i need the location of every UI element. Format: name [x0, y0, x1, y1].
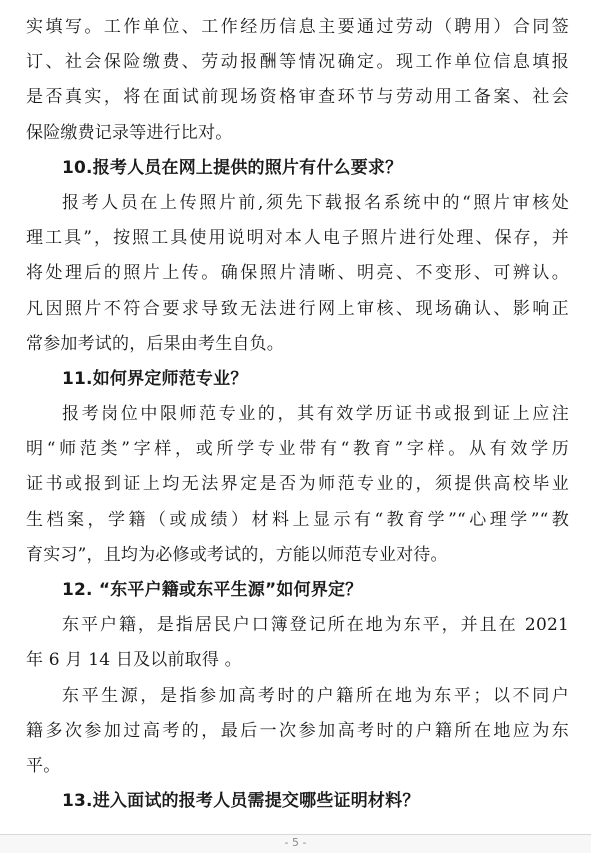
body-text-line: 报考人员在上传照片前,须先下载报名系统中的“照片审核处 — [62, 192, 569, 213]
body-text-line: 凡因照片不符合要求导致无法进行网上审核、现场确认、影响正 — [26, 298, 569, 319]
section-heading: 12. “东平户籍或东平生源”如何界定？ — [62, 580, 363, 600]
body-text-line: 年 6 月 14 日及以前取得 。 — [26, 650, 242, 671]
body-text-line: 东平生源，是指参加高考时的户籍所在地为东平；以不同户 — [62, 685, 569, 706]
body-text-line: 育实习”，且均为必修或考试的，方能以师范专业对待。 — [26, 544, 448, 565]
page-footer — [0, 834, 591, 853]
body-text-line: 理工具”，按照工具使用说明对本人电子照片进行处理、保存，并 — [26, 228, 569, 249]
body-text-line: 报考岗位中限师范专业的，其有效学历证书或报到证上应注 — [62, 404, 569, 425]
body-text-line: 实填写。工作单位、工作经历信息主要通过劳动（聘用）合同签 — [26, 17, 569, 37]
body-text-line: 平。 — [26, 755, 61, 776]
section-heading: 13.进入面试的报考人员需提交哪些证明材料？ — [62, 791, 420, 812]
section-heading: 11.如何界定师范专业？ — [62, 368, 248, 389]
page-number: - 5 - — [284, 836, 307, 849]
body-text-line: 订、社会保险缴费、劳动报酬等情况确定。现工作单位信息填报 — [26, 52, 569, 73]
section-heading: 10.报考人员在网上提供的照片有什么要求？ — [62, 157, 403, 178]
body-text-line: 是否真实，将在面试前现场资格审查环节与劳动用工备案、社会 — [26, 87, 569, 108]
body-text-line: 将处理后的照片上传。确保照片清晰、明亮、不变形、可辨认。 — [26, 263, 569, 284]
body-text-line: 东平户籍，是指居民户口簿登记所在地为东平，并且在 2021 — [62, 615, 569, 636]
body-text-line: 证书或报到证上均无法界定是否为师范专业的，须提供高校毕业 — [26, 474, 569, 495]
document-body — [26, 10, 569, 819]
body-text-line: 籍多次参加过高考的，最后一次参加高考时的户籍所在地应为东 — [26, 720, 569, 741]
body-text-line: 明“师范类”字样，或所学专业带有“教育”字样。从有效学历 — [26, 439, 569, 460]
body-text-line: 常参加考试的，后果由考生自负。 — [26, 333, 284, 354]
body-text-line: 保险缴费记录等进行比对。 — [26, 122, 233, 143]
body-text-line: 生档案，学籍（或成绩）材料上显示有“教育学”“心理学”“教 — [26, 509, 569, 530]
